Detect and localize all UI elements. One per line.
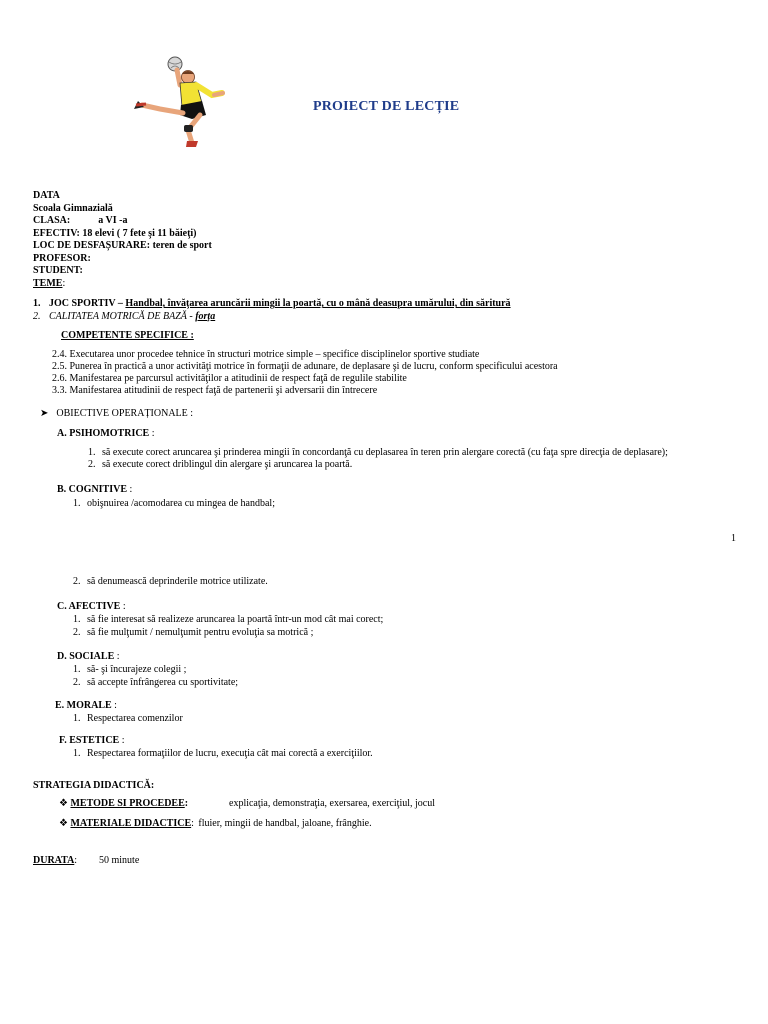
list-item: 1. să execute corect aruncarea şi prinderea mingii în concordanţă cu deplasarea în teren prin alergare corectă (cu faţa spre direcţia de deplasare);	[88, 447, 668, 458]
list-item: 1. Respectarea formaţiilor de lucru, execuţia cât mai corectă a exerciţiilor.	[73, 748, 373, 759]
efectiv-value: : 18 elevi ( 7 fete şi 11 băieţi)	[76, 227, 197, 239]
data-label: DATA	[33, 190, 60, 201]
themes-label: TEME	[33, 277, 63, 289]
list-item: 2. să fie mulţumit / nemulţumit pentru evoluţia sa motrică ;	[73, 627, 314, 638]
header-info	[33, 190, 212, 290]
page-number: 1	[731, 533, 736, 544]
list-item: 2. să denumească deprinderile motrice utilizate.	[73, 576, 268, 587]
efectiv-row	[33, 228, 212, 241]
competenta-item: 2.6. Manifestarea pe parcursul activităţilor a atitudinii de respect faţă de regulile stabilite	[52, 373, 407, 384]
psihomotrice-heading: A. PSIHOMOTRICE :	[57, 428, 155, 439]
class-row	[33, 215, 212, 228]
themes-row: TEME:	[33, 277, 66, 289]
school-name: Scoala Gimnazială	[33, 202, 113, 214]
competenta-item: 2.5. Punerea în practică a unor activităţi motrice în formaţii de adunare, de deplasare şi de lucru, conform specificului acestora	[52, 361, 558, 372]
location-value: : teren de sport	[146, 240, 212, 251]
objectives-heading: ➤ OBIECTIVE OPERAȚIONALE :	[40, 408, 194, 419]
competente-heading: COMPETENTE SPECIFICE :	[61, 330, 194, 341]
materials-row: ❖ MATERIALE DIDACTICE: fluier, mingii de handbal, jaloane, frânghie.	[59, 818, 372, 829]
methods-label: METODE SI PROCEDEE	[70, 798, 185, 809]
handball-player-icon	[130, 55, 240, 150]
list-item: 2. să accepte înfrângerea cu sportivitate;	[73, 677, 239, 688]
materials-label: MATERIALE DIDACTICE	[70, 818, 192, 829]
list-item: 1. să- şi încurajeze colegii ;	[73, 664, 187, 675]
morale-heading: E. MORALE :	[55, 700, 117, 711]
methods-value: explicaţia, demonstraţia, exersarea, exerciţiul, jocul	[229, 798, 436, 809]
theme-1: 1. JOC SPORTIV – Handbal, învăţarea aruncării mingii la poartă, cu o mână deasupra umărului, din săritură	[33, 298, 511, 309]
sociale-heading: D. SOCIALE :	[57, 651, 120, 662]
location-label: LOC DE DESFAȘURARE	[33, 240, 147, 251]
competenta-item: 2.4. Executarea unor procedee tehnice în structuri motrice simple – specifice disciplinelor sportive studiate	[52, 349, 480, 360]
materials-value: fluier, mingii de handbal, jaloane, frânghie.	[198, 818, 372, 829]
methods-row: ❖ METODE SI PROCEDEE:	[59, 798, 189, 809]
afective-heading: C. AFECTIVE :	[57, 601, 126, 612]
class-label: CLASA:	[33, 215, 71, 226]
cognitive-heading: B. COGNITIVE :	[57, 484, 133, 495]
diamond-bullet-icon: ❖	[59, 798, 68, 809]
list-item: 1. obişnuirea /acomodarea cu mingea de handbal;	[73, 498, 275, 509]
document-title: PROIECT DE LECȚIE	[313, 99, 460, 114]
class-value: a VI -a	[98, 215, 128, 226]
duration-value: 50 minute	[99, 855, 140, 866]
competenta-item: 3.3. Manifestarea atitudinii de respect faţă de partenerii şi adversarii din întrecere	[52, 385, 378, 396]
strategy-heading: STRATEGIA DIDACTICĂ:	[33, 780, 155, 791]
theme-2: 2. CALITATEA MOTRICĂ DE BAZĂ - forța	[33, 311, 216, 322]
professor-label: PROFESOR:	[33, 252, 91, 264]
list-item: 1. Respectarea comenzilor	[73, 713, 183, 724]
location-row	[33, 240, 212, 253]
list-item: 1. să fie interesat să realizeze aruncarea la poartă într-un mod cât mai corect;	[73, 614, 384, 625]
duration-label: DURATA	[33, 855, 75, 866]
diamond-bullet-icon: ❖	[59, 818, 68, 829]
arrow-bullet-icon: ➤	[40, 408, 49, 419]
student-label: STUDENT:	[33, 265, 83, 276]
efectiv-label: EFECTIV	[33, 227, 77, 239]
list-item: 2. să execute corect driblingul din alergare şi aruncarea la poartă.	[88, 459, 353, 470]
estetice-heading: F. ESTETICE :	[59, 735, 125, 746]
duration-row: DURATA:	[33, 855, 78, 866]
